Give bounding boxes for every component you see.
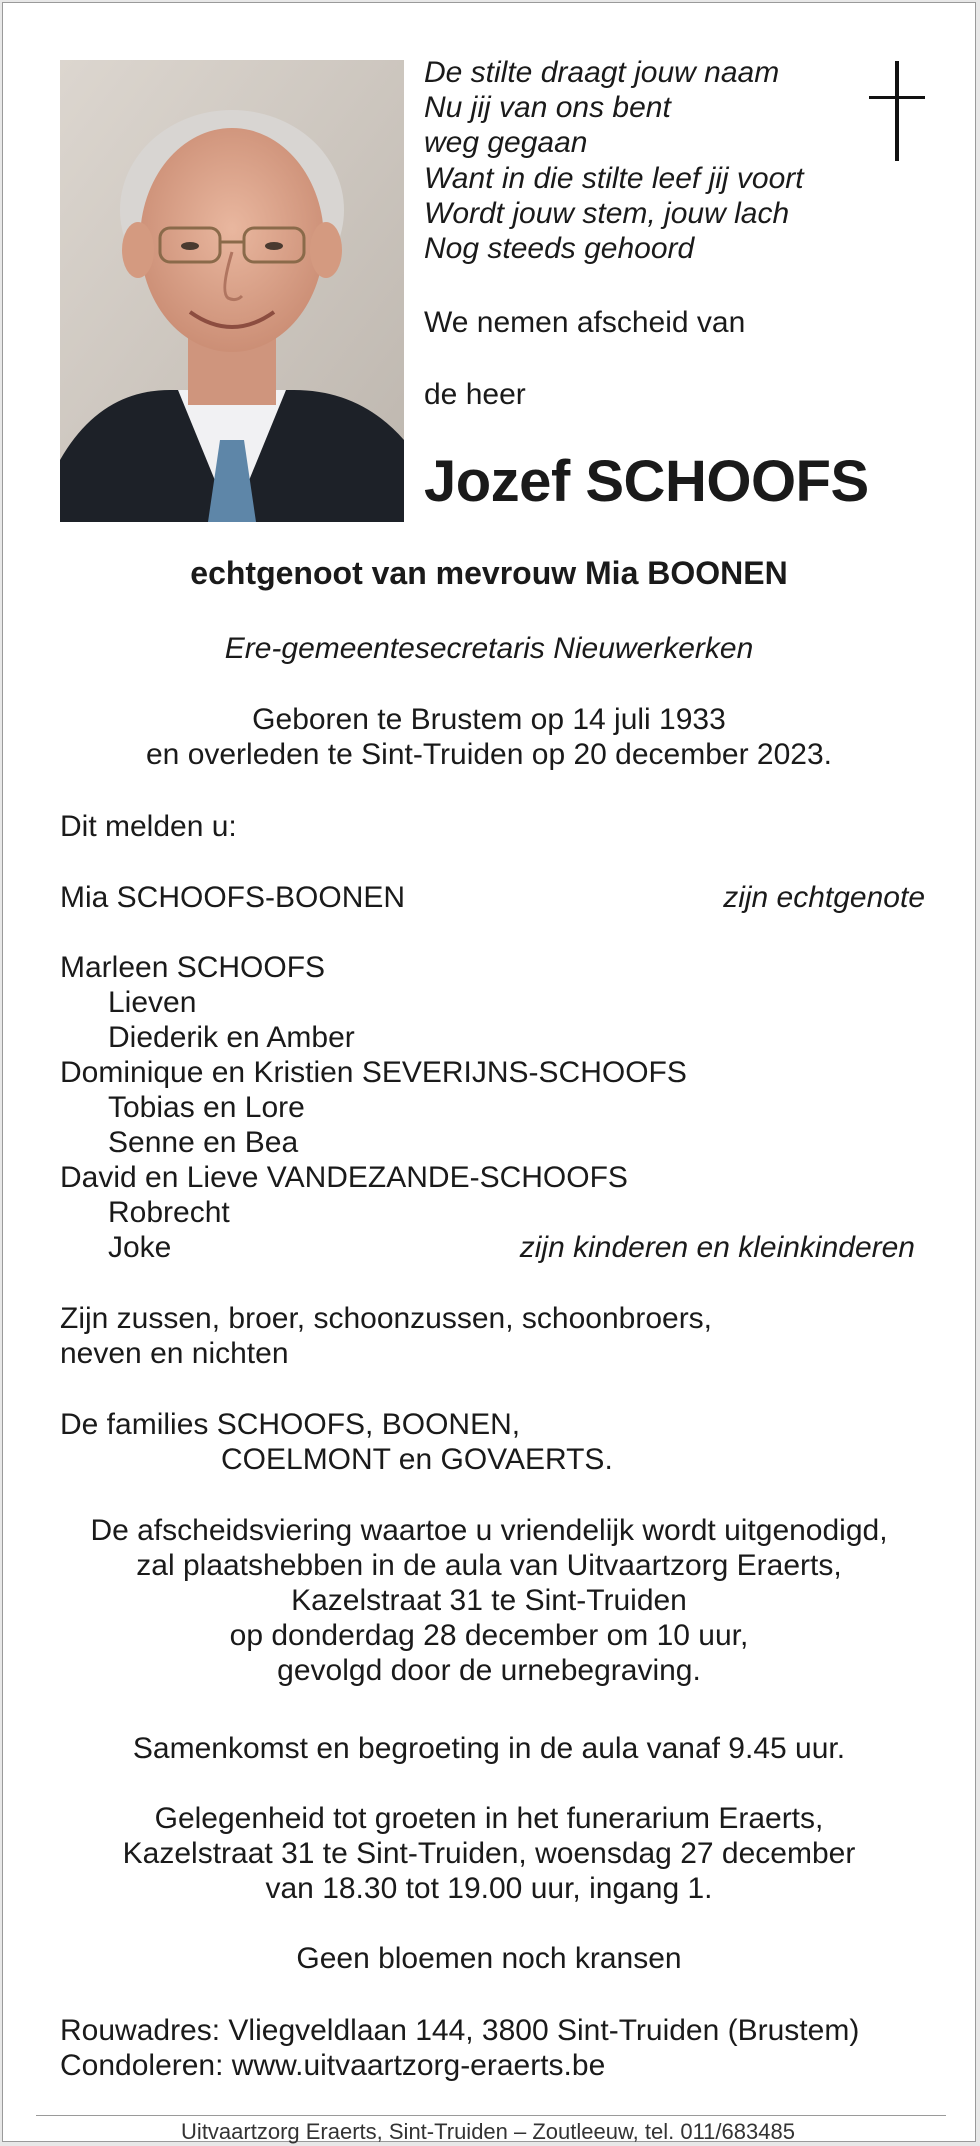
ceremony-line: Kazelstraat 31 te Sint-Truiden xyxy=(291,1584,687,1617)
birth-line: Geboren te Brustem op 14 juli 1933 xyxy=(252,703,726,736)
deceased-name: Jozef SCHOOFS xyxy=(424,449,869,514)
farewell-text: We nemen afscheid van xyxy=(424,306,746,339)
children-relation: zijn kinderen en kleinkinderen xyxy=(519,1231,915,1264)
no-flowers-note: Geen bloemen noch kransen xyxy=(296,1942,682,1975)
ceremony-info xyxy=(3,1513,975,1688)
footer-divider xyxy=(36,2115,946,2116)
condolences-line: Condoleren: www.uitvaartzorg-eraerts.be xyxy=(60,2049,606,2082)
spouse-relation: zijn echtgenote xyxy=(723,881,925,914)
family-member: Robrecht xyxy=(108,1196,230,1229)
family-member: Senne en Bea xyxy=(108,1126,299,1159)
honorific: de heer xyxy=(424,378,526,411)
poem-line: De stilte draagt jouw naam xyxy=(424,56,780,89)
ceremony-line: zal plaatshebben in de aula van Uitvaartzorg Eraerts, xyxy=(136,1549,842,1582)
title-line: Ere-gemeentesecretaris Nieuwerkerken xyxy=(224,632,754,665)
visitation-line: van 18.30 tot 19.00 uur, ingang 1. xyxy=(265,1872,713,1905)
portrait-illustration xyxy=(60,60,404,522)
death-line: en overleden te Sint-Truiden op 20 december 2023. xyxy=(145,738,832,771)
family-member: Marleen SCHOOFS xyxy=(60,951,326,984)
footer-text: Uitvaartzorg Eraerts, Sint-Truiden – Zoutleeuw, tel. 011/683485 xyxy=(181,2119,795,2144)
family-member: Diederik en Amber xyxy=(108,1021,355,1054)
visitation-line: Kazelstraat 31 te Sint-Truiden, woensdag 27 december xyxy=(122,1837,856,1870)
family-member: Lieven xyxy=(108,986,197,1019)
visitation-info xyxy=(3,1801,975,1906)
families-line: COELMONT en GOVAERTS. xyxy=(221,1443,613,1476)
family-member: Dominique en Kristien SEVERIJNS-SCHOOFS xyxy=(60,1056,687,1089)
spouse-name: Mia SCHOOFS-BOONEN xyxy=(60,881,406,914)
mourning-address: Rouwadres: Vliegveldlaan 144, 3800 Sint-Truiden (Brustem) xyxy=(60,2014,860,2047)
visitation-line: Gelegenheid tot groeten in het funerarium Eraerts, xyxy=(154,1802,824,1835)
cross-icon-horizontal xyxy=(869,96,925,99)
poem-line: Nog steeds gehoord xyxy=(424,232,695,266)
families xyxy=(60,1407,613,1477)
poem xyxy=(424,55,804,266)
portrait-photo xyxy=(60,60,404,522)
family-member: Tobias en Lore xyxy=(108,1091,305,1124)
gathering-info: Samenkomst en begroeting in de aula vanaf 9.45 uur. xyxy=(132,1732,846,1765)
poem-line: weg gegaan xyxy=(424,126,588,160)
poem-line: Wordt jouw stem, jouw lach xyxy=(424,196,790,230)
announcement-intro: Dit melden u: xyxy=(60,810,237,843)
spouse-line: echtgenoot van mevrouw Mia BOONEN xyxy=(190,555,788,591)
family-member: Joke xyxy=(108,1231,172,1264)
ceremony-line: De afscheidsviering waartoe u vriendelijk wordt uitgenodigd, xyxy=(90,1514,888,1547)
family-member: David en Lieve VANDEZANDE-SCHOOFS xyxy=(60,1161,628,1194)
cross-icon-vertical xyxy=(895,61,899,161)
obituary-card xyxy=(2,2,976,2142)
relatives xyxy=(60,1301,712,1371)
poem-line: Want in die stilte leef jij voort xyxy=(424,161,804,195)
ceremony-line: op donderdag 28 december om 10 uur, xyxy=(229,1619,749,1652)
ceremony-line: gevolgd door de urnebegraving. xyxy=(277,1654,701,1687)
families-line: De families SCHOOFS, BOONEN, xyxy=(60,1408,521,1441)
family-list xyxy=(60,950,687,1265)
relatives-line: Zijn zussen, broer, schoonzussen, schoonbroers, xyxy=(60,1302,713,1335)
poem-line: Nu jij van ons bent xyxy=(424,91,671,125)
relatives-line: neven en nichten xyxy=(60,1337,289,1370)
